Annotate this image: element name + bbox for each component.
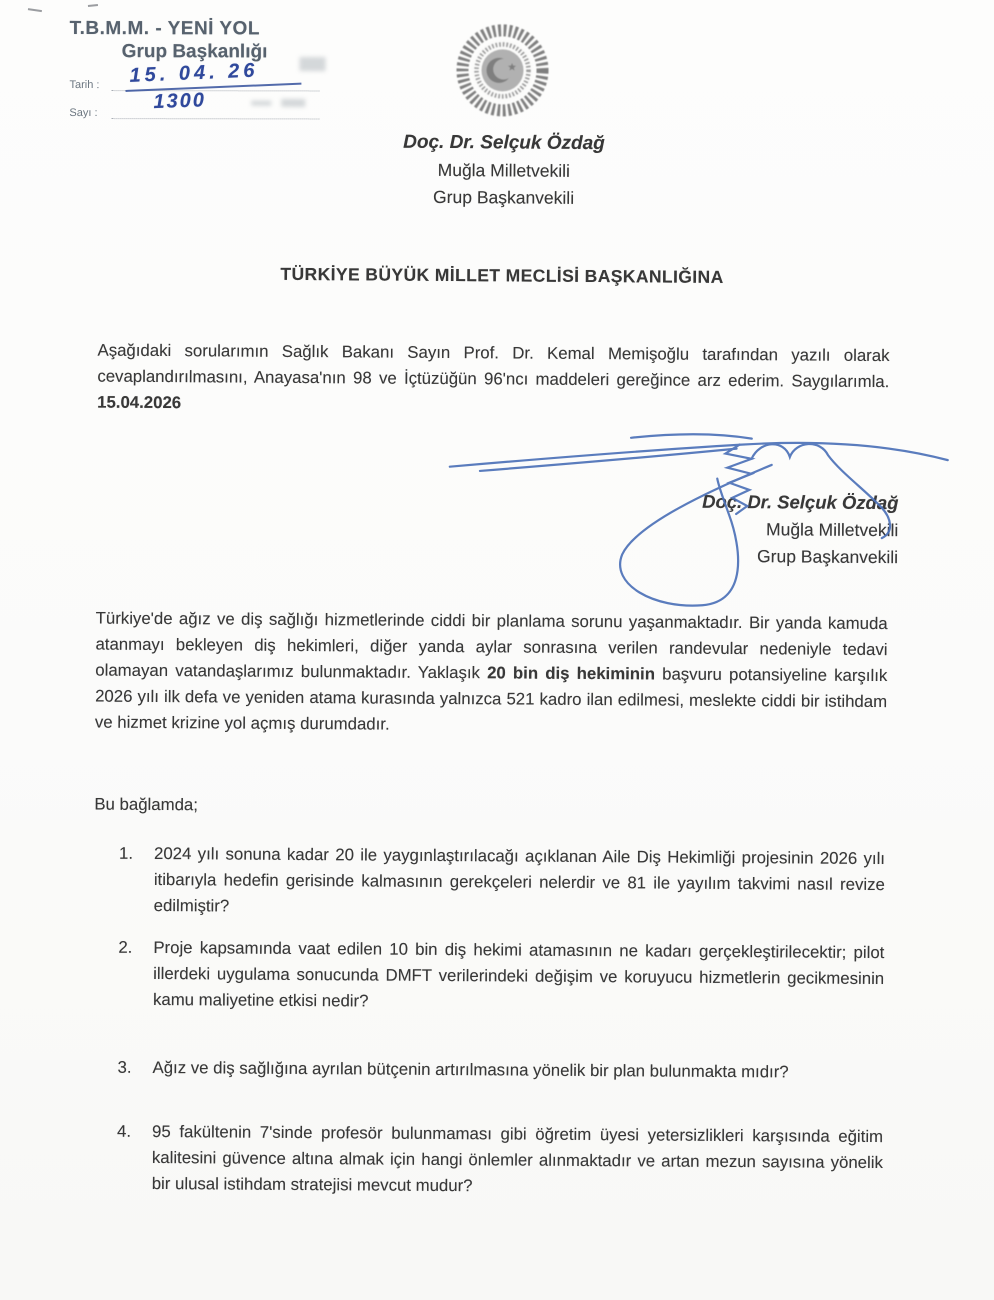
- signer-name: Doç. Dr. Selçuk Özdağ: [702, 490, 899, 514]
- question-item-4: [117, 1119, 884, 1202]
- question-text: Ağız ve diş sağlığına ayrılan bütçenin artırılmasına yönelik bir plan bulunmakta mıdır?: [152, 1057, 789, 1082]
- stamp-org-name: T.B.M.M. - YENİ YOL: [69, 18, 260, 40]
- question-number: 3.: [117, 1057, 132, 1077]
- scan-smudge: [281, 99, 305, 107]
- tbmm-seal-icon: [450, 20, 555, 121]
- petition-text: Aşağıdaki sorularımın Sağlık Bakanı Sayın Prof. Dr. Kemal Memişoğlu tarafından yazılı olarak cevaplandırılmasını, Anayasa'nın 98 ve İçtüzüğün 96'ncı maddeleri gereğince arz ederim. Saygılarımla.: [97, 340, 890, 392]
- body-bold-phrase: 20 bin diş hekiminin: [487, 663, 656, 684]
- question-item-2: [118, 935, 885, 1018]
- question-text: 2024 yılı sonuna kadar 20 ile yaygınlaştırılacağı açıklanan Aile Diş Hekimliği projesinin 2026 yılı itibarıyla hedefin gerisinde kalmasının gerekçeleri nelerdir ve 81 ile yayılım takvimi nasıl revize edilmiştir?: [153, 843, 886, 916]
- petition-date: 15.04.2026: [97, 392, 182, 413]
- scan-smudge: [300, 57, 326, 71]
- author-name: Doç. Dr. Selçuk Özdağ: [403, 131, 605, 155]
- question-number: 1.: [118, 843, 134, 863]
- question-list: [117, 841, 885, 1202]
- signer-title-2: Grup Başkanvekili: [757, 546, 899, 568]
- author-title-2: Grup Başkanvekili: [433, 186, 575, 208]
- question-number: 4.: [117, 1121, 132, 1141]
- petition-paragraph: [97, 338, 890, 422]
- stamp-date-row: [69, 59, 319, 92]
- stamp-date-label: Tarih :: [69, 79, 100, 92]
- question-item-3: [117, 1055, 883, 1086]
- body-paragraph: [95, 606, 888, 742]
- author-title-1: Muğla Milletvekili: [437, 159, 571, 181]
- scan-smudge: [251, 101, 271, 106]
- question-number: 2.: [118, 937, 133, 957]
- question-item-1: [119, 841, 886, 924]
- handwritten-number: 1300: [153, 89, 207, 114]
- stamp-number-label: Sayı :: [69, 107, 98, 120]
- stamp-date-line: [111, 59, 319, 91]
- author-header-block: [0, 126, 993, 215]
- stamp-unit-name: Grup Başkanlığı: [121, 41, 268, 63]
- signature-scribble: [439, 426, 958, 622]
- signer-title-1: Muğla Milletvekili: [765, 519, 899, 541]
- pen-mark: [28, 8, 42, 12]
- handwritten-date: 15. 04. 26: [129, 59, 259, 87]
- question-text: Proje kapsamında vaat edilen 10 bin diş hekimi atamasının ne kadarı gerçekleştirilecektir; pilot illerdeki uygulama sonucunda DMFT verilerindeki değişim ve koruyucu hizmetlerin gecikmesinin kamu maliyetine etkisi nedir?: [152, 937, 885, 1011]
- body-lead: Türkiye'de ağız ve diş sağlığı hizmetlerinde ciddi bir planlama sorunu yaşanmaktadır. Bir yanda kamuda atanmayı bekleyen diş hekimleri, diğer yanda aylar sonrasına verilen randevular nedeniyle tedavi olamayan vatandaşlarımız bulunmaktadır. Yaklaşık: [95, 608, 888, 683]
- pen-mark: [88, 4, 98, 7]
- context-label: Bu bağlamda;: [94, 794, 199, 815]
- addressee-title: TÜRKİYE BÜYÜK MİLLET MECLİSİ BAŞKANLIĞINA: [280, 263, 724, 287]
- body-tail: başvuru potansiyeline karşılık 2026 yılı ilk defa ve yeniden atama kurasında yalnızca 521 kadro ilan edilmesi, meslekte ciddi bir istihdam ve hizmet krizine yol açmış durumdadır.: [94, 664, 888, 734]
- question-text: 95 fakültenin 7'sinde profesör bulunmaması gibi öğretim üyesi yetersizlikleri karşısında eğitim kalitesini güvence altına almak için hangi önlemler alınmaktadır ve artan mezun sayısına yönelik bir ulusal istihdam stratejisi mevcut mudur?: [151, 1121, 884, 1196]
